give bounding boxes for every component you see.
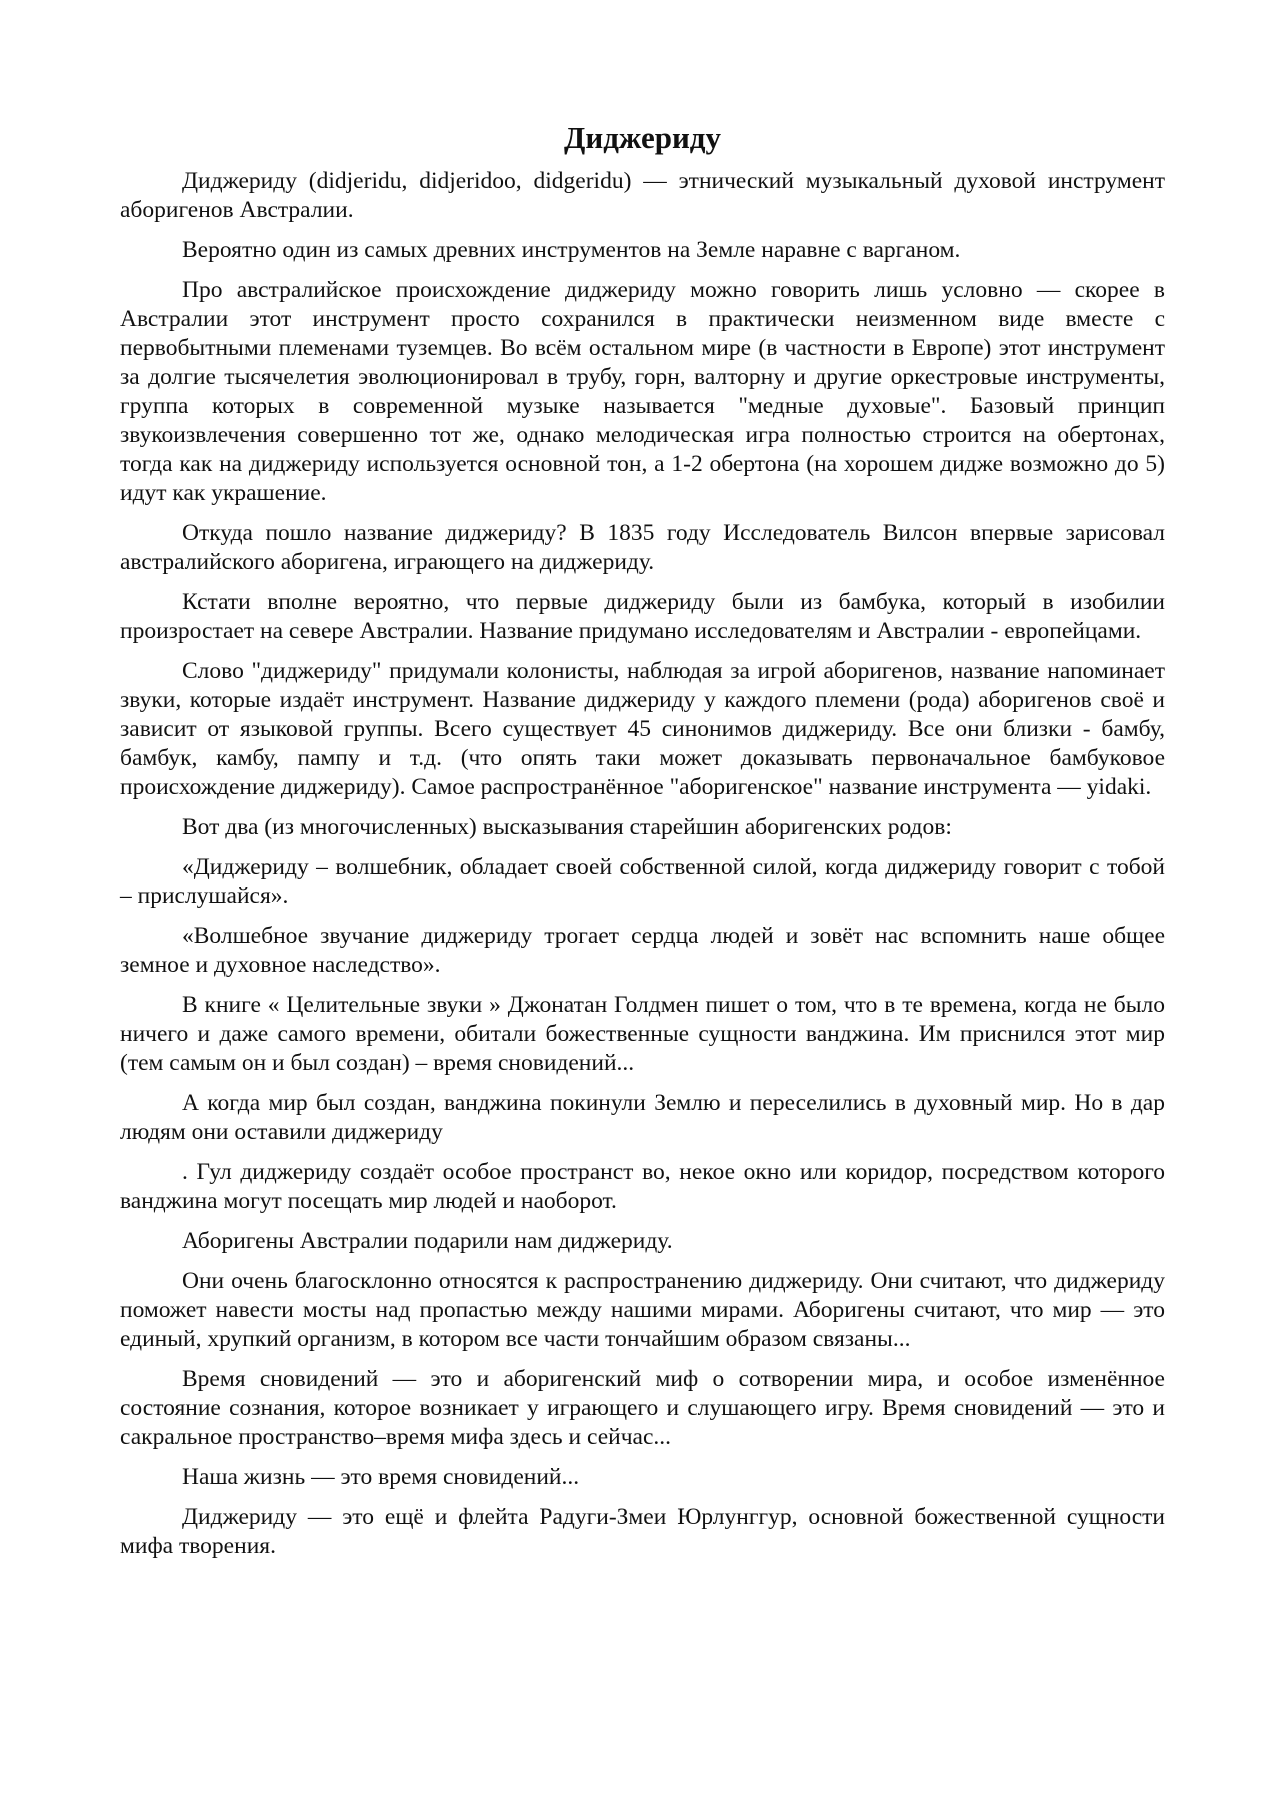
quote-paragraph: «Волшебное звучание диджериду трогает сердца людей и зовёт нас вспомнить наше общее земное и духовное наследство». [120,923,1165,978]
paragraph: Откуда пошло название диджериду? В 1835 году Исследователь Вилсон впервые зарисовал австралийского аборигена, играющего на диджериду. [120,520,1165,575]
paragraph: Аборигены Австралии подарили нам диджериду. [182,1228,673,1254]
paragraph: А когда мир был создан, ванджина покинули Землю и переселились в духовный мир. Но в дар людям они оставили диджериду [120,1090,1165,1145]
document-body [120,118,1165,1561]
paragraph: Кстати вполне вероятно, что первые диджериду были из бамбука, который в изобилии произростает на севере Австралии. Название придумано исследователям и Австралии - европейцами. [120,589,1165,644]
paragraph: Наша жизнь — это время сновидений... [182,1464,580,1490]
paragraph: . Гул диджериду создаёт особое пространст во, некое окно или коридор, посредством которого ванджина могут посещать мир людей и наоборот. [120,1159,1165,1214]
paragraph: Про австралийское происхождение диджериду можно говорить лишь условно — скорее в Австралии этот инструмент просто сохранился в практически неизменном виде вместе с первобытными племенами туземцев. Во всём остальном мире (в частности в Европе) этот инструмент за долгие тысячелетия эволюционировал в трубу, горн, валторну и другие оркестровые инструменты, группа которых в современной музыке называется "медные духовые". Базовый принцип звукоизвлечения совершенно тот же, однако мелодическая игра полностью строится на обертонах, тогда как на диджериду используется основной тон, а 1-2 обертона (на хорошем дидже возможно до 5) идут как украшение. [120,277,1165,506]
paragraph: Они очень благосклонно относятся к распространению диджериду. Они считают, что диджериду поможет навести мосты над пропастью между нашими мирами. Аборигены считают, что мир — это единый, хрупкий организм, в котором все части тончайшим образом связаны... [120,1268,1165,1352]
paragraph: Время сновидений — это и аборигенский миф о сотворении мира, и особое изменённое состояние сознания, которое возникает у играющего и слушающего игру. Время сновидений — это и сакральное пространство–время мифа здесь и сейчас... [120,1366,1165,1450]
document-title: Диджериду [564,120,721,155]
paragraph: В книге « Целительные звуки » Джонатан Голдмен пишет о том, что в те времена, когда не было ничего и даже самого времени, обитали божественные сущности ванджина. Им приснился этот мир (тем самым он и был создан) – время сновидений... [120,992,1165,1076]
paragraph: Вероятно один из самых древних инструментов на Земле наравне с варганом. [182,237,961,263]
quote-paragraph: «Диджериду – волшебник, обладает своей собственной силой, когда диджериду говорит с тобой – прислушайся». [120,854,1165,909]
paragraph: Диджериду (didjeridu, didjeridoo, didgeridu) — этнический музыкальный духовой инструмент аборигенов Австралии. [120,168,1165,223]
paragraph: Вот два (из многочисленных) высказывания старейшин аборигенских родов: [182,814,952,840]
paragraph: Диджериду — это ещё и флейта Радуги-Змеи Юрлунггур, основной божественной сущности мифа творения. [120,1504,1165,1559]
paragraph: Слово "диджериду" придумали колонисты, наблюдая за игрой аборигенов, название напоминает звуки, которые издаёт инструмент. Название диджериду у каждого племени (рода) аборигенов своё и зависит от языковой группы. Всего существует 45 синонимов диджериду. Все они близки - бамбу, бамбук, камбу, пампу и т.д. (что опять таки может доказывать первоначальное бамбуковое происхождение диджериду). Самое распространённое "аборигенское" название инструмента — yidaki. [120,658,1165,800]
